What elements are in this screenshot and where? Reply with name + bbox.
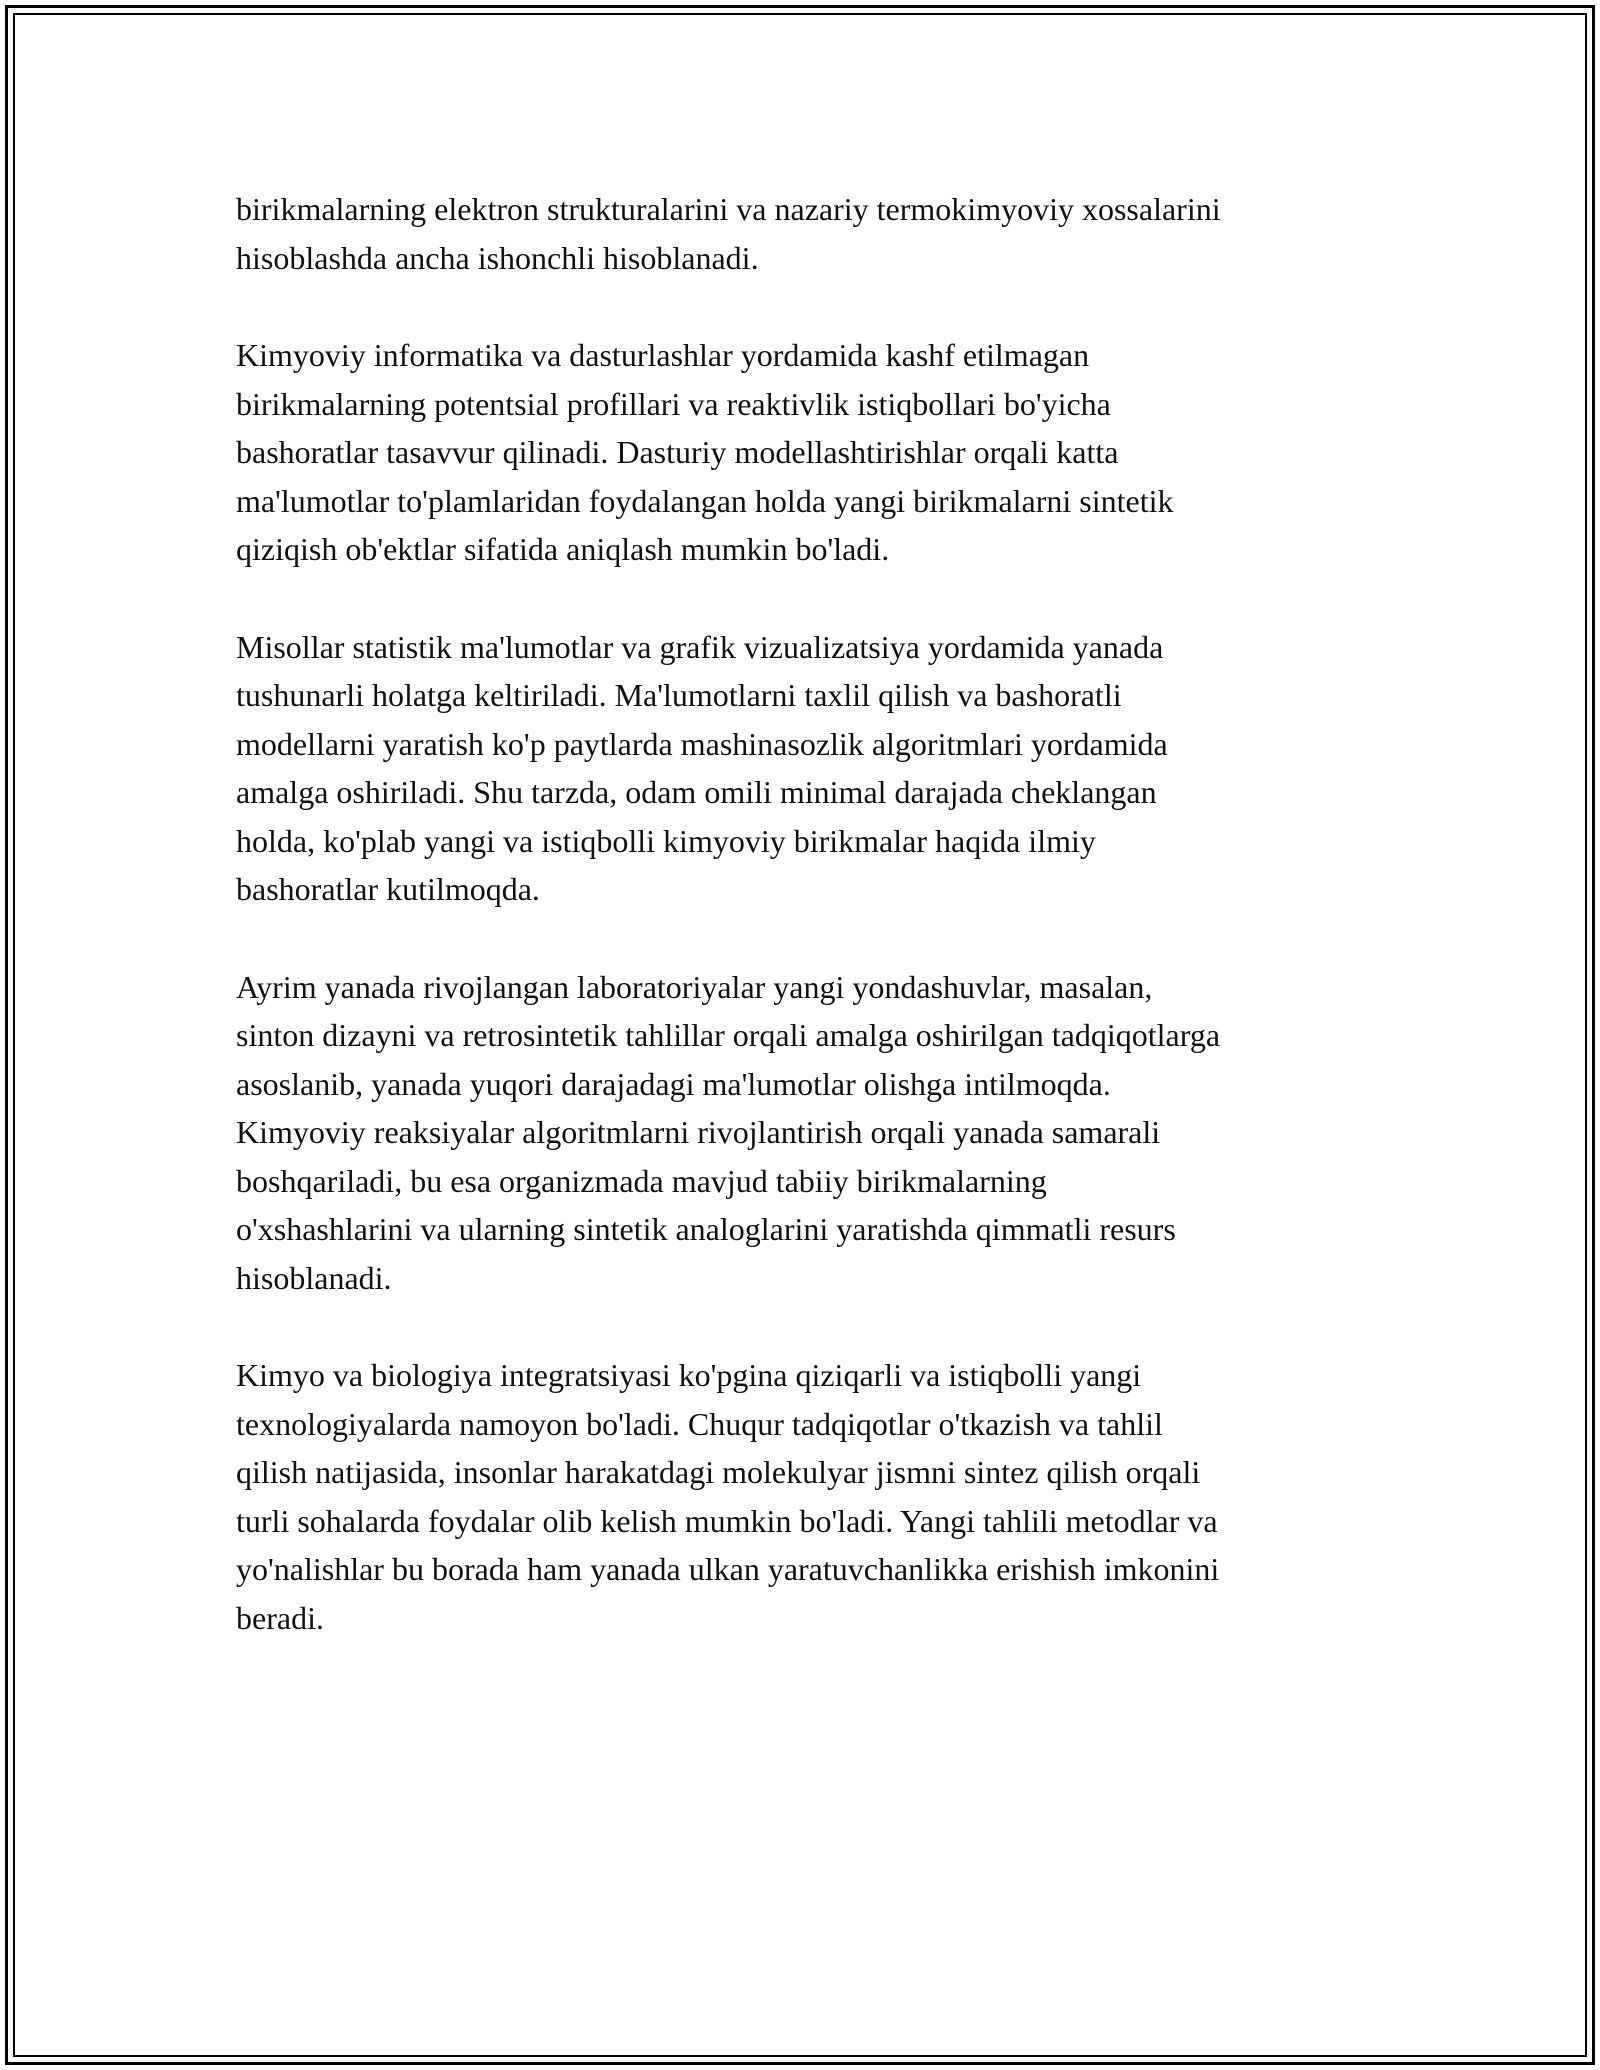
paragraph-1: birikmalarning elektron strukturalarini va nazariy termokimyoviy xossalarini hisoblashda ancha ishonchli hisoblanadi. xyxy=(236,191,1221,276)
document-body xyxy=(236,185,1366,1691)
paragraph-4: Ayrim yanada rivojlangan laboratoriyalar yangi yondashuvlar, masalan, sinton dizayni va retrosintetik tahlillar orqali amalga oshirilgan tadqiqotlarga asoslanib, yanada yuqori darajadagi ma'lumotlar olishga intilmoqda. Kimyoviy reaksiyalar algoritmlarni rivojlantirish orqali yanada samarali boshqariladi, bu esa organizmada mavjud tabiiy birikmalarning o'xshashlarini va ularning sintetik analoglarini yaratishda qimmatli resurs hisoblanadi. xyxy=(236,968,1221,1296)
paragraph-2: Kimyoviy informatika va dasturlashlar yordamida kashf etilmagan birikmalarning potentsial profillari va reaktivlik istiqbollari bo'yicha bashoratlar tasavvur qilinadi. Dasturiy modellashtirishlar orqali katta ma'lumotlar to'plamlaridan foydalangan holda yangi birikmalarni sintetik qiziqish ob'ektlar sifatida aniqlash mumkin bo'ladi. xyxy=(236,337,1174,567)
paragraph-5: Kimyo va biologiya integratsiyasi ko'pgina qiziqarli va istiqbolli yangi texnologiyalarda namoyon bo'ladi. Chuqur tadqiqotlar o'tkazish va tahlil qilish natijasida, insonlar harakatdagi molekulyar jismni sintez qilish orqali turli sohalarda foydalar olib kelish mumkin bo'ladi. Yangi tahlili metodlar va yo'nalishlar bu borada ham yanada ulkan yaratuvchanlikka erishish imkonini beradi. xyxy=(236,1357,1220,1636)
paragraph-3: Misollar statistik ma'lumotlar va grafik vizualizatsiya yordamida yanada tushunarli holatga keltiriladi. Ma'lumotlarni taxlil qilish va bashoratli modellarni yaratish ko'p paytlarda mashinasozlik algoritmlari yordamida amalga oshiriladi. Shu tarzda, odam omili minimal darajada cheklangan holda, ko'plab yangi va istiqbolli kimyoviy birikmalar haqida ilmiy bashoratlar kutilmoqda. xyxy=(236,628,1168,907)
